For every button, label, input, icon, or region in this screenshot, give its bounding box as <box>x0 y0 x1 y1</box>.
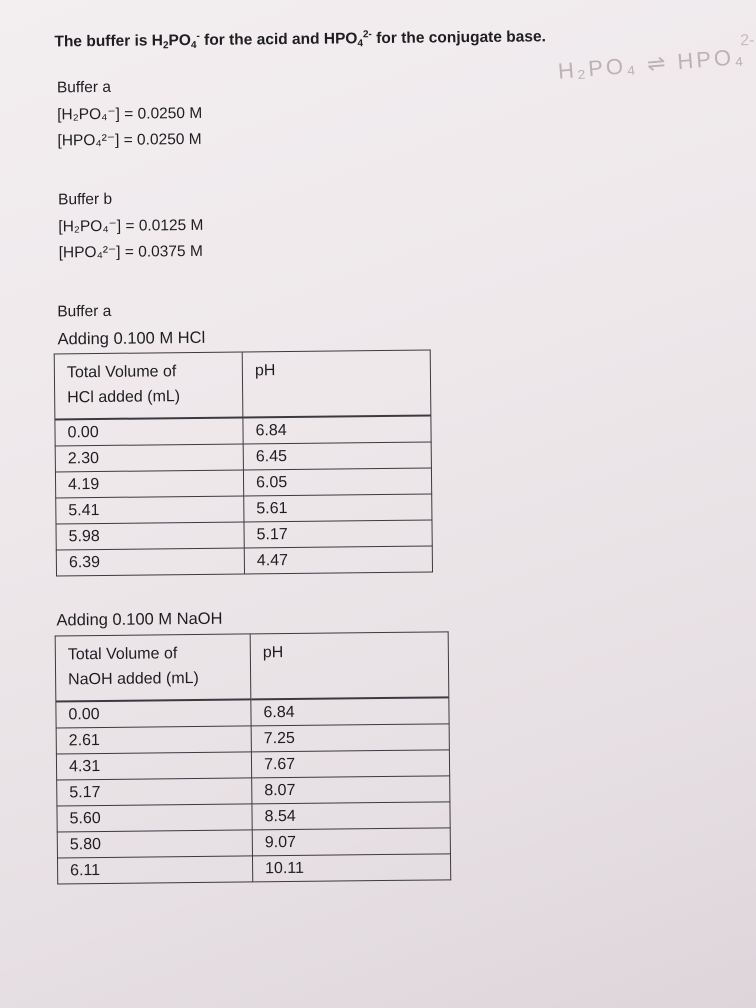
table-row <box>56 724 449 754</box>
naoh-titration-table <box>55 631 452 884</box>
table-header-row <box>55 632 449 702</box>
volume-cell: 5.80 <box>57 830 252 858</box>
volume-cell: 4.19 <box>55 470 243 498</box>
volume-cell: 2.30 <box>55 444 243 472</box>
ph-cell: 9.07 <box>252 828 450 856</box>
ph-cell: 7.25 <box>251 724 449 752</box>
ph-cell: 10.11 <box>252 854 450 882</box>
ph-cell: 6.84 <box>243 416 431 444</box>
table-row <box>57 854 450 884</box>
ph-cell: 8.54 <box>252 802 450 830</box>
table-row <box>56 494 432 524</box>
hcl-titration-table <box>54 350 433 577</box>
table-row <box>56 520 432 550</box>
buffer-a-title: Buffer a <box>56 78 112 97</box>
table-row <box>56 697 449 728</box>
buffer-b-acid-concentration: [H₂PO₄⁻] = 0.0125 M <box>58 216 204 236</box>
intro-sentence: The buffer is $H_2PO_4^-$ for the acid and $HPO_4^{2-}$ for the conjugate base. <box>54 28 546 52</box>
buffer-a-acid-concentration: [H₂PO₄⁻] = 0.0250 M <box>57 104 203 124</box>
margin-mark: 2- <box>740 32 755 50</box>
volume-cell: 6.11 <box>57 856 252 884</box>
ph-column-header: pH <box>250 632 449 700</box>
table-row <box>57 828 450 858</box>
ph-cell: 5.61 <box>244 494 432 522</box>
volume-column-header: Total Volume of HCl added (mL) <box>54 352 243 419</box>
table-row <box>55 468 431 498</box>
ph-column-header: pH <box>242 350 431 417</box>
buffer-b-base-concentration: [HPO₄²⁻] = 0.0375 M <box>58 242 203 262</box>
volume-cell: 4.31 <box>56 752 251 780</box>
table-row <box>56 546 432 576</box>
ph-cell: 6.84 <box>251 697 449 726</box>
volume-cell: 5.60 <box>57 804 252 832</box>
table-row <box>55 416 431 446</box>
hcl-table-caption: Adding 0.100 M HCl <box>57 328 206 349</box>
volume-cell: 0.00 <box>55 417 243 445</box>
ph-cell: 7.67 <box>251 750 449 778</box>
hcl-buffer-label: Buffer a <box>57 302 112 321</box>
volume-cell: 5.17 <box>57 778 252 806</box>
buffer-a-base-concentration: [HPO₄²⁻] = 0.0250 M <box>57 130 202 150</box>
ph-cell: 8.07 <box>252 776 450 804</box>
ph-cell: 6.45 <box>243 442 431 470</box>
ph-cell: 6.05 <box>243 468 431 496</box>
table-row <box>56 750 449 780</box>
ph-cell: 5.17 <box>244 520 432 548</box>
table-header-row <box>54 350 431 419</box>
volume-cell: 5.98 <box>56 522 244 550</box>
ph-cell: 4.47 <box>244 546 432 574</box>
volume-cell: 2.61 <box>56 726 251 754</box>
table-row <box>57 802 450 832</box>
naoh-table-caption: Adding 0.100 M NaOH <box>56 609 223 630</box>
table-row <box>55 442 431 472</box>
volume-cell: 5.41 <box>56 496 244 524</box>
volume-column-header: Total Volume of NaOH added (mL) <box>55 634 251 702</box>
buffer-b-title: Buffer b <box>58 190 113 209</box>
table-row <box>57 776 450 806</box>
faint-handwriting-mark: H₂PO₄ ⇌ HPO₄ <box>557 43 748 84</box>
volume-cell: 0.00 <box>56 699 251 728</box>
volume-cell: 6.39 <box>56 548 244 576</box>
